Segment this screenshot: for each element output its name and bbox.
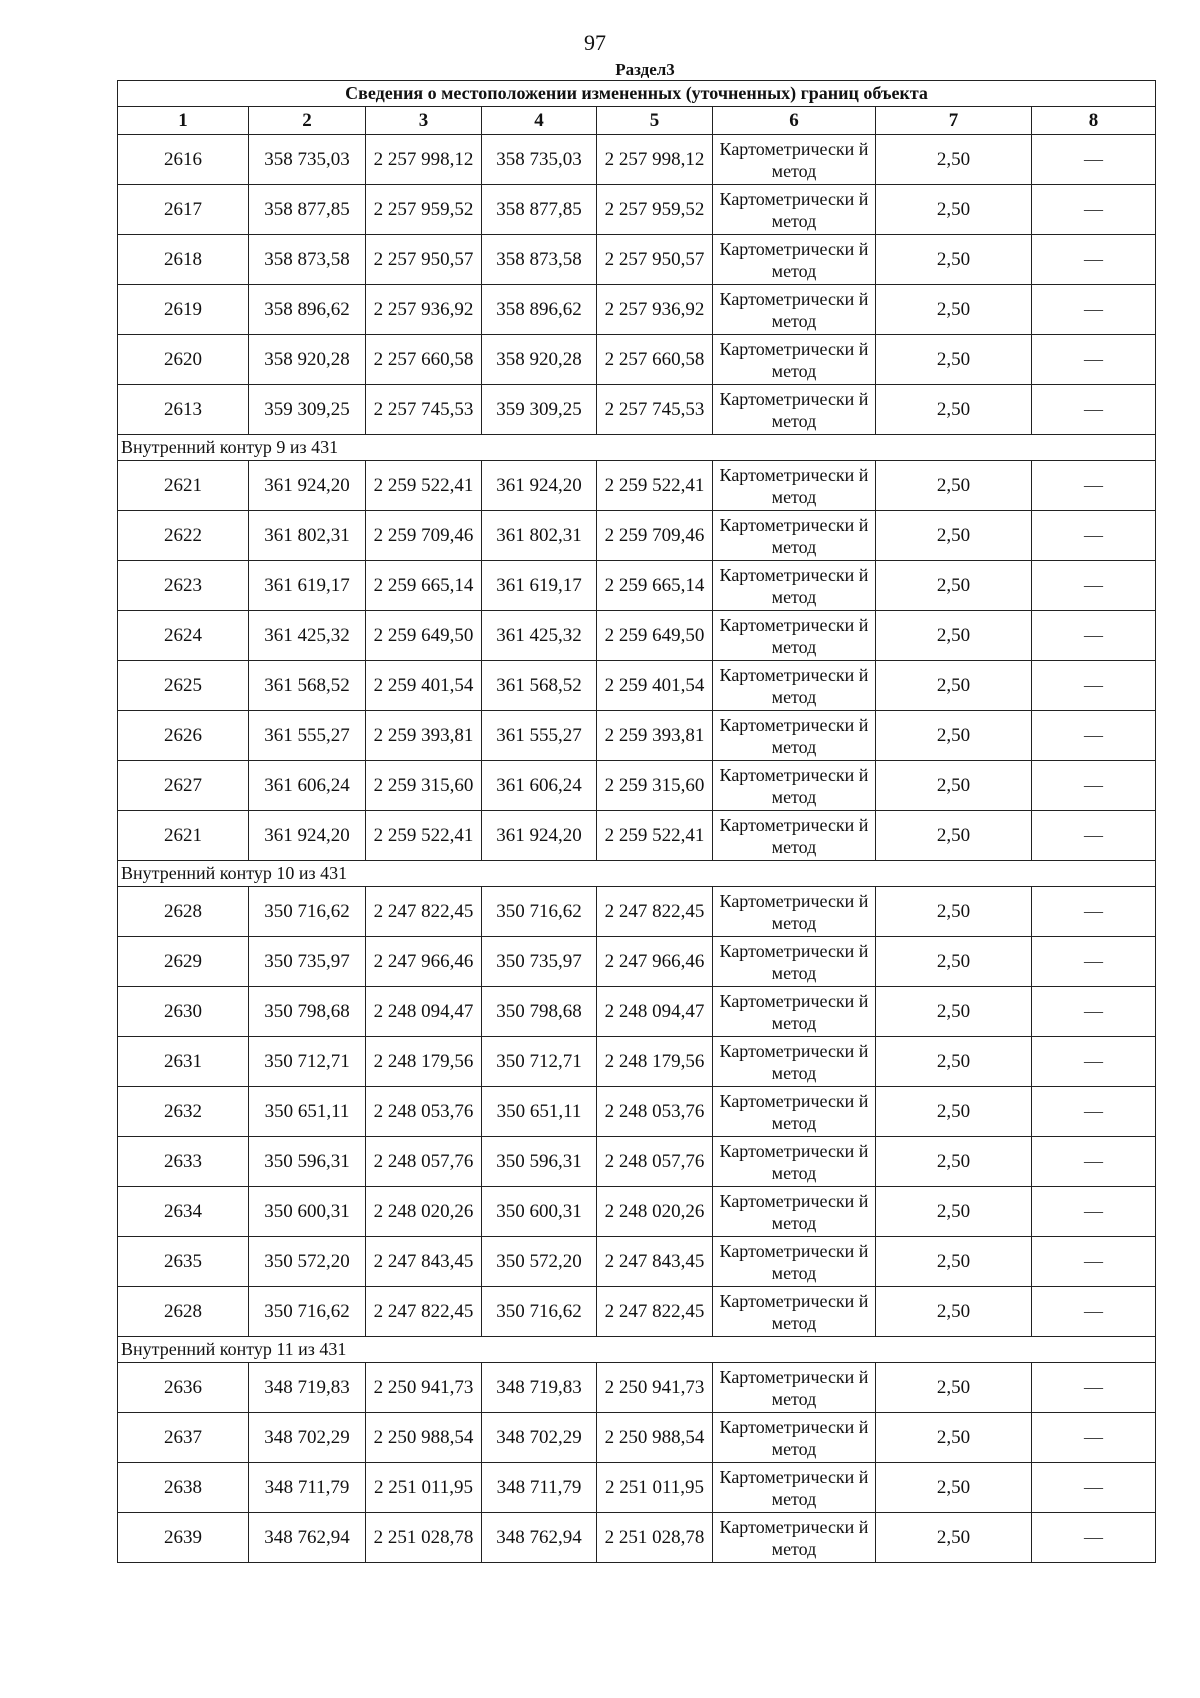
x-coordinate-cell: 361 924,20	[482, 461, 597, 511]
accuracy-cell: 2,50	[876, 1363, 1032, 1413]
x-coordinate-cell: 350 572,20	[482, 1237, 597, 1287]
y-coordinate-cell: 2 259 665,14	[597, 561, 713, 611]
x-coordinate-cell: 348 711,79	[249, 1463, 366, 1513]
y-coordinate-cell: 2 247 843,45	[597, 1237, 713, 1287]
method-cell: Картометрически й метод	[713, 661, 876, 711]
x-coordinate-cell: 361 568,52	[249, 661, 366, 711]
point-number-cell: 2635	[118, 1237, 249, 1287]
y-coordinate-cell: 2 248 053,76	[366, 1087, 482, 1137]
column-header: 8	[1032, 107, 1156, 135]
method-cell: Картометрически й метод	[713, 1287, 876, 1337]
method-cell: Картометрически й метод	[713, 185, 876, 235]
description-cell: —	[1032, 561, 1156, 611]
method-cell: Картометрически й метод	[713, 887, 876, 937]
y-coordinate-cell: 2 248 179,56	[597, 1037, 713, 1087]
description-cell: —	[1032, 661, 1156, 711]
point-number-cell: 2628	[118, 887, 249, 937]
method-cell: Картометрически й метод	[713, 135, 876, 185]
description-cell: —	[1032, 887, 1156, 937]
y-coordinate-cell: 2 257 660,58	[366, 335, 482, 385]
x-coordinate-cell: 350 735,97	[482, 937, 597, 987]
x-coordinate-cell: 358 873,58	[482, 235, 597, 285]
x-coordinate-cell: 359 309,25	[482, 385, 597, 435]
point-number-cell: 2618	[118, 235, 249, 285]
y-coordinate-cell: 2 259 709,46	[366, 511, 482, 561]
point-number-cell: 2633	[118, 1137, 249, 1187]
description-cell: —	[1032, 285, 1156, 335]
x-coordinate-cell: 358 896,62	[249, 285, 366, 335]
description-cell: —	[1032, 1413, 1156, 1463]
accuracy-cell: 2,50	[876, 1137, 1032, 1187]
point-number-cell: 2622	[118, 511, 249, 561]
point-number-cell: 2621	[118, 461, 249, 511]
y-coordinate-cell: 2 248 053,76	[597, 1087, 713, 1137]
accuracy-cell: 2,50	[876, 711, 1032, 761]
description-cell: —	[1032, 511, 1156, 561]
y-coordinate-cell: 2 259 649,50	[597, 611, 713, 661]
y-coordinate-cell: 2 257 959,52	[366, 185, 482, 235]
point-number-cell: 2624	[118, 611, 249, 661]
method-cell: Картометрически й метод	[713, 511, 876, 561]
contour-label: Внутренний контур 10 из 431	[118, 861, 1156, 887]
point-number-cell: 2639	[118, 1513, 249, 1563]
accuracy-cell: 2,50	[876, 611, 1032, 661]
y-coordinate-cell: 2 259 522,41	[597, 461, 713, 511]
point-number-cell: 2627	[118, 761, 249, 811]
y-coordinate-cell: 2 250 988,54	[366, 1413, 482, 1463]
y-coordinate-cell: 2 259 315,60	[597, 761, 713, 811]
method-cell: Картометрически й метод	[713, 385, 876, 435]
accuracy-cell: 2,50	[876, 511, 1032, 561]
table-row	[118, 1413, 1156, 1463]
method-cell: Картометрически й метод	[713, 1187, 876, 1237]
point-number-cell: 2632	[118, 1087, 249, 1137]
accuracy-cell: 2,50	[876, 1513, 1032, 1563]
column-header: 4	[482, 107, 597, 135]
method-cell: Картометрически й метод	[713, 235, 876, 285]
x-coordinate-cell: 359 309,25	[249, 385, 366, 435]
x-coordinate-cell: 361 555,27	[482, 711, 597, 761]
y-coordinate-cell: 2 259 401,54	[597, 661, 713, 711]
x-coordinate-cell: 358 877,85	[482, 185, 597, 235]
point-number-cell: 2625	[118, 661, 249, 711]
method-cell: Картометрически й метод	[713, 811, 876, 861]
method-cell: Картометрически й метод	[713, 711, 876, 761]
description-cell: —	[1032, 335, 1156, 385]
y-coordinate-cell: 2 248 020,26	[366, 1187, 482, 1237]
accuracy-cell: 2,50	[876, 1187, 1032, 1237]
y-coordinate-cell: 2 257 959,52	[597, 185, 713, 235]
description-cell: —	[1032, 937, 1156, 987]
contour-header-row	[118, 1337, 1156, 1363]
coordinates-table	[117, 80, 1156, 1563]
y-coordinate-cell: 2 247 966,46	[366, 937, 482, 987]
column-header: 3	[366, 107, 482, 135]
column-header: 7	[876, 107, 1032, 135]
description-cell: —	[1032, 185, 1156, 235]
point-number-cell: 2636	[118, 1363, 249, 1413]
table-row	[118, 1187, 1156, 1237]
table-row	[118, 711, 1156, 761]
method-cell: Картометрически й метод	[713, 1413, 876, 1463]
accuracy-cell: 2,50	[876, 987, 1032, 1037]
description-cell: —	[1032, 1087, 1156, 1137]
accuracy-cell: 2,50	[876, 887, 1032, 937]
y-coordinate-cell: 2 248 094,47	[366, 987, 482, 1037]
y-coordinate-cell: 2 257 936,92	[597, 285, 713, 335]
y-coordinate-cell: 2 250 988,54	[597, 1413, 713, 1463]
method-cell: Картометрически й метод	[713, 335, 876, 385]
accuracy-cell: 2,50	[876, 135, 1032, 185]
method-cell: Картометрически й метод	[713, 611, 876, 661]
x-coordinate-cell: 361 568,52	[482, 661, 597, 711]
description-cell: —	[1032, 987, 1156, 1037]
x-coordinate-cell: 358 920,28	[482, 335, 597, 385]
y-coordinate-cell: 2 251 028,78	[597, 1513, 713, 1563]
method-cell: Картометрически й метод	[713, 1037, 876, 1087]
y-coordinate-cell: 2 248 057,76	[597, 1137, 713, 1187]
y-coordinate-cell: 2 247 843,45	[366, 1237, 482, 1287]
point-number-cell: 2623	[118, 561, 249, 611]
method-cell: Картометрически й метод	[713, 1463, 876, 1513]
description-cell: —	[1032, 385, 1156, 435]
x-coordinate-cell: 358 873,58	[249, 235, 366, 285]
table-row	[118, 285, 1156, 335]
table-row	[118, 235, 1156, 285]
accuracy-cell: 2,50	[876, 1463, 1032, 1513]
x-coordinate-cell: 358 896,62	[482, 285, 597, 335]
x-coordinate-cell: 361 619,17	[482, 561, 597, 611]
x-coordinate-cell: 350 712,71	[249, 1037, 366, 1087]
y-coordinate-cell: 2 247 822,45	[597, 887, 713, 937]
description-cell: —	[1032, 1513, 1156, 1563]
accuracy-cell: 2,50	[876, 661, 1032, 711]
x-coordinate-cell: 350 596,31	[249, 1137, 366, 1187]
x-coordinate-cell: 361 924,20	[249, 811, 366, 861]
x-coordinate-cell: 348 719,83	[482, 1363, 597, 1413]
y-coordinate-cell: 2 259 709,46	[597, 511, 713, 561]
table-row	[118, 135, 1156, 185]
description-cell: —	[1032, 135, 1156, 185]
description-cell: —	[1032, 761, 1156, 811]
method-cell: Картометрически й метод	[713, 285, 876, 335]
x-coordinate-cell: 350 651,11	[482, 1087, 597, 1137]
y-coordinate-cell: 2 251 028,78	[366, 1513, 482, 1563]
table-row	[118, 335, 1156, 385]
accuracy-cell: 2,50	[876, 1087, 1032, 1137]
point-number-cell: 2619	[118, 285, 249, 335]
x-coordinate-cell: 350 798,68	[249, 987, 366, 1037]
method-cell: Картометрически й метод	[713, 461, 876, 511]
x-coordinate-cell: 350 798,68	[482, 987, 597, 1037]
x-coordinate-cell: 350 572,20	[249, 1237, 366, 1287]
description-cell: —	[1032, 1187, 1156, 1237]
table-row	[118, 1463, 1156, 1513]
point-number-cell: 2628	[118, 1287, 249, 1337]
description-cell: —	[1032, 235, 1156, 285]
table-row	[118, 1237, 1156, 1287]
accuracy-cell: 2,50	[876, 185, 1032, 235]
point-number-cell: 2626	[118, 711, 249, 761]
accuracy-cell: 2,50	[876, 811, 1032, 861]
description-cell: —	[1032, 611, 1156, 661]
y-coordinate-cell: 2 250 941,73	[597, 1363, 713, 1413]
description-cell: —	[1032, 461, 1156, 511]
x-coordinate-cell: 348 762,94	[482, 1513, 597, 1563]
x-coordinate-cell: 350 596,31	[482, 1137, 597, 1187]
y-coordinate-cell: 2 259 522,41	[366, 461, 482, 511]
y-coordinate-cell: 2 257 998,12	[597, 135, 713, 185]
x-coordinate-cell: 348 762,94	[249, 1513, 366, 1563]
method-cell: Картометрически й метод	[713, 937, 876, 987]
x-coordinate-cell: 358 920,28	[249, 335, 366, 385]
x-coordinate-cell: 361 606,24	[249, 761, 366, 811]
table-row	[118, 887, 1156, 937]
y-coordinate-cell: 2 257 950,57	[366, 235, 482, 285]
method-cell: Картометрически й метод	[713, 761, 876, 811]
table-row	[118, 661, 1156, 711]
x-coordinate-cell: 358 735,03	[249, 135, 366, 185]
y-coordinate-cell: 2 247 822,45	[366, 887, 482, 937]
point-number-cell: 2634	[118, 1187, 249, 1237]
x-coordinate-cell: 361 555,27	[249, 711, 366, 761]
accuracy-cell: 2,50	[876, 1287, 1032, 1337]
x-coordinate-cell: 348 711,79	[482, 1463, 597, 1513]
x-coordinate-cell: 348 719,83	[249, 1363, 366, 1413]
y-coordinate-cell: 2 248 179,56	[366, 1037, 482, 1087]
description-cell: —	[1032, 1287, 1156, 1337]
y-coordinate-cell: 2 259 315,60	[366, 761, 482, 811]
x-coordinate-cell: 361 924,20	[249, 461, 366, 511]
x-coordinate-cell: 348 702,29	[482, 1413, 597, 1463]
accuracy-cell: 2,50	[876, 1413, 1032, 1463]
table-row	[118, 761, 1156, 811]
x-coordinate-cell: 350 600,31	[249, 1187, 366, 1237]
x-coordinate-cell: 361 802,31	[482, 511, 597, 561]
table-row	[118, 561, 1156, 611]
y-coordinate-cell: 2 259 393,81	[597, 711, 713, 761]
point-number-cell: 2638	[118, 1463, 249, 1513]
table-row	[118, 987, 1156, 1037]
column-header: 5	[597, 107, 713, 135]
point-number-cell: 2616	[118, 135, 249, 185]
x-coordinate-cell: 350 600,31	[482, 1187, 597, 1237]
x-coordinate-cell: 350 712,71	[482, 1037, 597, 1087]
method-cell: Картометрически й метод	[713, 987, 876, 1037]
method-cell: Картометрически й метод	[713, 561, 876, 611]
table-caption: Сведения о местоположении измененных (уточненных) границ объекта	[118, 81, 1156, 107]
section-title: Раздел3	[615, 60, 675, 79]
column-header-row	[118, 107, 1156, 135]
y-coordinate-cell: 2 247 966,46	[597, 937, 713, 987]
y-coordinate-cell: 2 247 822,45	[366, 1287, 482, 1337]
point-number-cell: 2637	[118, 1413, 249, 1463]
table-row	[118, 1037, 1156, 1087]
y-coordinate-cell: 2 251 011,95	[597, 1463, 713, 1513]
x-coordinate-cell: 361 619,17	[249, 561, 366, 611]
y-coordinate-cell: 2 259 401,54	[366, 661, 482, 711]
table-row	[118, 1087, 1156, 1137]
table-row	[118, 1363, 1156, 1413]
table-row	[118, 1513, 1156, 1563]
description-cell: —	[1032, 711, 1156, 761]
x-coordinate-cell: 348 702,29	[249, 1413, 366, 1463]
accuracy-cell: 2,50	[876, 285, 1032, 335]
description-cell: —	[1032, 1037, 1156, 1087]
x-coordinate-cell: 350 735,97	[249, 937, 366, 987]
point-number-cell: 2629	[118, 937, 249, 987]
table-row	[118, 1287, 1156, 1337]
x-coordinate-cell: 350 716,62	[482, 887, 597, 937]
accuracy-cell: 2,50	[876, 385, 1032, 435]
table-row	[118, 185, 1156, 235]
table-row	[118, 385, 1156, 435]
table-row	[118, 1137, 1156, 1187]
method-cell: Картометрически й метод	[713, 1513, 876, 1563]
point-number-cell: 2630	[118, 987, 249, 1037]
y-coordinate-cell: 2 259 649,50	[366, 611, 482, 661]
x-coordinate-cell: 350 716,62	[249, 1287, 366, 1337]
contour-header-row	[118, 435, 1156, 461]
description-cell: —	[1032, 1363, 1156, 1413]
accuracy-cell: 2,50	[876, 235, 1032, 285]
table-row	[118, 937, 1156, 987]
y-coordinate-cell: 2 248 094,47	[597, 987, 713, 1037]
description-cell: —	[1032, 1463, 1156, 1513]
accuracy-cell: 2,50	[876, 561, 1032, 611]
table-body	[118, 135, 1156, 1563]
method-cell: Картометрически й метод	[713, 1363, 876, 1413]
y-coordinate-cell: 2 248 057,76	[366, 1137, 482, 1187]
table-row	[118, 811, 1156, 861]
x-coordinate-cell: 350 716,62	[249, 887, 366, 937]
accuracy-cell: 2,50	[876, 937, 1032, 987]
x-coordinate-cell: 358 735,03	[482, 135, 597, 185]
y-coordinate-cell: 2 259 522,41	[597, 811, 713, 861]
point-number-cell: 2613	[118, 385, 249, 435]
accuracy-cell: 2,50	[876, 335, 1032, 385]
column-header: 2	[249, 107, 366, 135]
method-cell: Картометрически й метод	[713, 1137, 876, 1187]
y-coordinate-cell: 2 259 393,81	[366, 711, 482, 761]
table-row	[118, 461, 1156, 511]
y-coordinate-cell: 2 248 020,26	[597, 1187, 713, 1237]
point-number-cell: 2617	[118, 185, 249, 235]
description-cell: —	[1032, 811, 1156, 861]
y-coordinate-cell: 2 257 950,57	[597, 235, 713, 285]
description-cell: —	[1032, 1137, 1156, 1187]
y-coordinate-cell: 2 257 745,53	[366, 385, 482, 435]
x-coordinate-cell: 361 425,32	[249, 611, 366, 661]
x-coordinate-cell: 361 606,24	[482, 761, 597, 811]
point-number-cell: 2631	[118, 1037, 249, 1087]
accuracy-cell: 2,50	[876, 461, 1032, 511]
column-header: 6	[713, 107, 876, 135]
table-row	[118, 511, 1156, 561]
x-coordinate-cell: 350 651,11	[249, 1087, 366, 1137]
y-coordinate-cell: 2 259 522,41	[366, 811, 482, 861]
y-coordinate-cell: 2 250 941,73	[366, 1363, 482, 1413]
x-coordinate-cell: 361 425,32	[482, 611, 597, 661]
accuracy-cell: 2,50	[876, 761, 1032, 811]
point-number-cell: 2620	[118, 335, 249, 385]
y-coordinate-cell: 2 251 011,95	[366, 1463, 482, 1513]
contour-label: Внутренний контур 9 из 431	[118, 435, 1156, 461]
page-number: 97	[584, 30, 606, 55]
accuracy-cell: 2,50	[876, 1037, 1032, 1087]
contour-label: Внутренний контур 11 из 431	[118, 1337, 1156, 1363]
method-cell: Картометрически й метод	[713, 1087, 876, 1137]
column-header: 1	[118, 107, 249, 135]
x-coordinate-cell: 350 716,62	[482, 1287, 597, 1337]
y-coordinate-cell: 2 257 660,58	[597, 335, 713, 385]
y-coordinate-cell: 2 259 665,14	[366, 561, 482, 611]
table-row	[118, 611, 1156, 661]
table-caption-row	[118, 81, 1156, 107]
x-coordinate-cell: 358 877,85	[249, 185, 366, 235]
point-number-cell: 2621	[118, 811, 249, 861]
description-cell: —	[1032, 1237, 1156, 1287]
y-coordinate-cell: 2 257 936,92	[366, 285, 482, 335]
method-cell: Картометрически й метод	[713, 1237, 876, 1287]
contour-header-row	[118, 861, 1156, 887]
x-coordinate-cell: 361 924,20	[482, 811, 597, 861]
y-coordinate-cell: 2 247 822,45	[597, 1287, 713, 1337]
y-coordinate-cell: 2 257 998,12	[366, 135, 482, 185]
accuracy-cell: 2,50	[876, 1237, 1032, 1287]
y-coordinate-cell: 2 257 745,53	[597, 385, 713, 435]
x-coordinate-cell: 361 802,31	[249, 511, 366, 561]
